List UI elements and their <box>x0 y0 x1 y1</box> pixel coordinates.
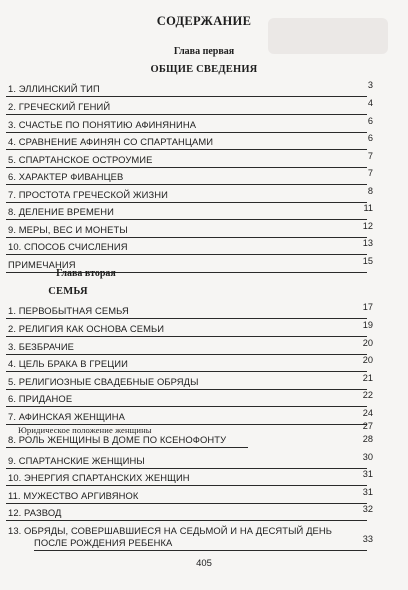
toc-entry-label: 6. ХАРАКТЕР ФИВАНЦЕВ <box>8 171 124 182</box>
toc-subentry-label: Юридическое положение женщины <box>18 425 152 435</box>
toc-entry-continuation[interactable] <box>0 535 408 555</box>
toc-entry-label: 3. БЕЗБРАЧИЕ <box>8 341 75 352</box>
toc-entry-label: 7. АФИНСКАЯ ЖЕНЩИНА <box>8 411 125 422</box>
chapter-1-title: ОБЩИЕ СВЕДЕНИЯ <box>150 64 258 75</box>
toc-entry-page: 7 <box>367 151 373 161</box>
toc-entry-rule <box>6 336 367 337</box>
toc-entry-label: 4. СРАВНЕНИЕ АФИНЯН СО СПАРТАНЦАМИ <box>8 136 214 147</box>
toc-entry-label: 9. МЕРЫ, ВЕС И МОНЕТЫ <box>8 224 128 235</box>
toc-entry-page: 20 <box>362 355 373 365</box>
toc-entry-label: 13. ОБРЯДЫ, СОВЕРШАВШИЕСЯ НА СЕДЬМОЙ И НА ДЕСЯТЫЙ ДЕНЬ <box>8 525 332 536</box>
toc-entry-page: 12 <box>362 221 373 231</box>
toc-entry-page: 6 <box>367 133 373 143</box>
toc-entry-label: ПОСЛЕ РОЖДЕНИЯ РЕБЕНКА <box>34 537 173 548</box>
toc-entry-label: 6. ПРИДАНОЕ <box>8 393 73 404</box>
toc-entry-label: 5. СПАРТАНСКОЕ ОСТРОУМИЕ <box>8 154 153 165</box>
toc-entry-page: 7 <box>367 168 373 178</box>
toc-entry-page: 13 <box>362 238 373 248</box>
chapter-2-title: СЕМЬЯ <box>48 286 88 297</box>
toc-entry-page: 24 <box>362 408 373 418</box>
toc-entry-label: 10. ЭНЕРГИЯ СПАРТАНСКИХ ЖЕНЩИН <box>8 472 190 483</box>
toc-entry-page: 21 <box>362 373 373 383</box>
toc-entry-label: 4. ЦЕЛЬ БРАКА В ГРЕЦИИ <box>8 358 128 369</box>
toc-entry-label: 3. СЧАСТЬЕ ПО ПОНЯТИЮ АФИНЯНИНА <box>8 119 197 130</box>
toc-entry[interactable] <box>0 390 408 410</box>
toc-entry-rule <box>6 485 367 486</box>
toc-entry-page: 19 <box>362 320 373 330</box>
toc-entry-page: 3 <box>367 80 373 90</box>
toc-entry-label: 7. ПРОСТОТА ГРЕЧЕСКОЙ ЖИЗНИ <box>8 189 168 200</box>
toc-entry-label: 2. РЕЛИГИЯ КАК ОСНОВА СЕМЬИ <box>8 323 165 334</box>
toc-entry[interactable] <box>0 469 408 489</box>
toc-entry-page: 31 <box>362 487 373 497</box>
toc-entry[interactable] <box>0 355 408 375</box>
page-title: СОДЕРЖАНИЕ <box>156 14 252 28</box>
toc-entry-rule <box>6 184 367 185</box>
toc-entry[interactable] <box>0 133 408 153</box>
toc-entry-label: 1. ЭЛЛИНСКИЙ ТИП <box>8 83 100 94</box>
toc-entry-page: 4 <box>367 98 373 108</box>
toc-entry[interactable] <box>0 320 408 340</box>
toc-entry-label: 8. ДЕЛЕНИЕ ВРЕМЕНИ <box>8 206 114 217</box>
toc-entry[interactable] <box>0 504 408 524</box>
toc-entry-rule <box>6 318 367 319</box>
toc-entry-page: 32 <box>362 504 373 514</box>
toc-entry-rule <box>6 520 367 521</box>
toc-entry-page: 11 <box>363 203 373 213</box>
toc-entry-page: 27 <box>362 421 373 431</box>
toc-entry[interactable] <box>0 238 408 258</box>
toc-entry-rule <box>6 96 367 97</box>
toc-entry[interactable] <box>0 430 408 450</box>
toc-entry-page: 20 <box>362 338 373 348</box>
toc-entry-page: 31 <box>362 469 373 479</box>
toc-entry-label: 10. СПОСОБ СЧИСЛЕНИЯ <box>8 241 128 252</box>
toc-entry-page: 15 <box>362 256 373 266</box>
toc-entry-rule <box>6 114 367 115</box>
toc-entry-page: 30 <box>362 452 373 462</box>
toc-entry-label: 8. РОЛЬ ЖЕНЩИНЫ В ДОМЕ ПО КСЕНОФОНТУ <box>8 434 227 445</box>
toc-entry-page: 8 <box>367 186 373 196</box>
toc-entry-label: 5. РЕЛИГИОЗНЫЕ СВАДЕБНЫЕ ОБРЯДЫ <box>8 376 199 387</box>
toc-entry-label: 12. РАЗВОД <box>8 507 62 518</box>
chapter-2-label: Глава вторая <box>56 268 116 279</box>
toc-entry[interactable] <box>0 203 408 223</box>
toc-entry-page: 6 <box>367 116 373 126</box>
toc-entry-label: ПРИМЕЧАНИЯ <box>8 259 76 270</box>
toc-entry-page: 28 <box>362 434 373 444</box>
toc-entry[interactable] <box>0 98 408 118</box>
page-number: 405 <box>196 558 212 569</box>
toc-entry-page: 22 <box>362 390 373 400</box>
toc-entry-rule <box>6 149 367 150</box>
toc-entry-rule <box>6 371 367 372</box>
toc-entry-rule <box>6 406 367 407</box>
toc-entry-label: 11. МУЖЕСТВО АРГИВЯНОК <box>8 490 139 501</box>
toc-entry-label: 9. СПАРТАНСКИЕ ЖЕНЩИНЫ <box>8 455 145 466</box>
toc-entry-page: 33 <box>362 534 373 544</box>
toc-entry[interactable] <box>0 80 408 100</box>
toc-entry-rule <box>6 219 367 220</box>
toc-entry-label: 2. ГРЕЧЕСКИЙ ГЕНИЙ <box>8 101 111 112</box>
toc-entry-page: 17 <box>362 302 373 312</box>
toc-entry-rule <box>6 447 248 448</box>
chapter-1-label: Глава первая <box>173 46 235 57</box>
toc-entry-rule <box>6 254 367 255</box>
toc-entry[interactable] <box>0 302 408 322</box>
toc-entry[interactable] <box>0 168 408 188</box>
toc-entry-rule <box>34 550 367 551</box>
toc-entry-label: 1. ПЕРВОБЫТНАЯ СЕМЬЯ <box>8 305 129 316</box>
